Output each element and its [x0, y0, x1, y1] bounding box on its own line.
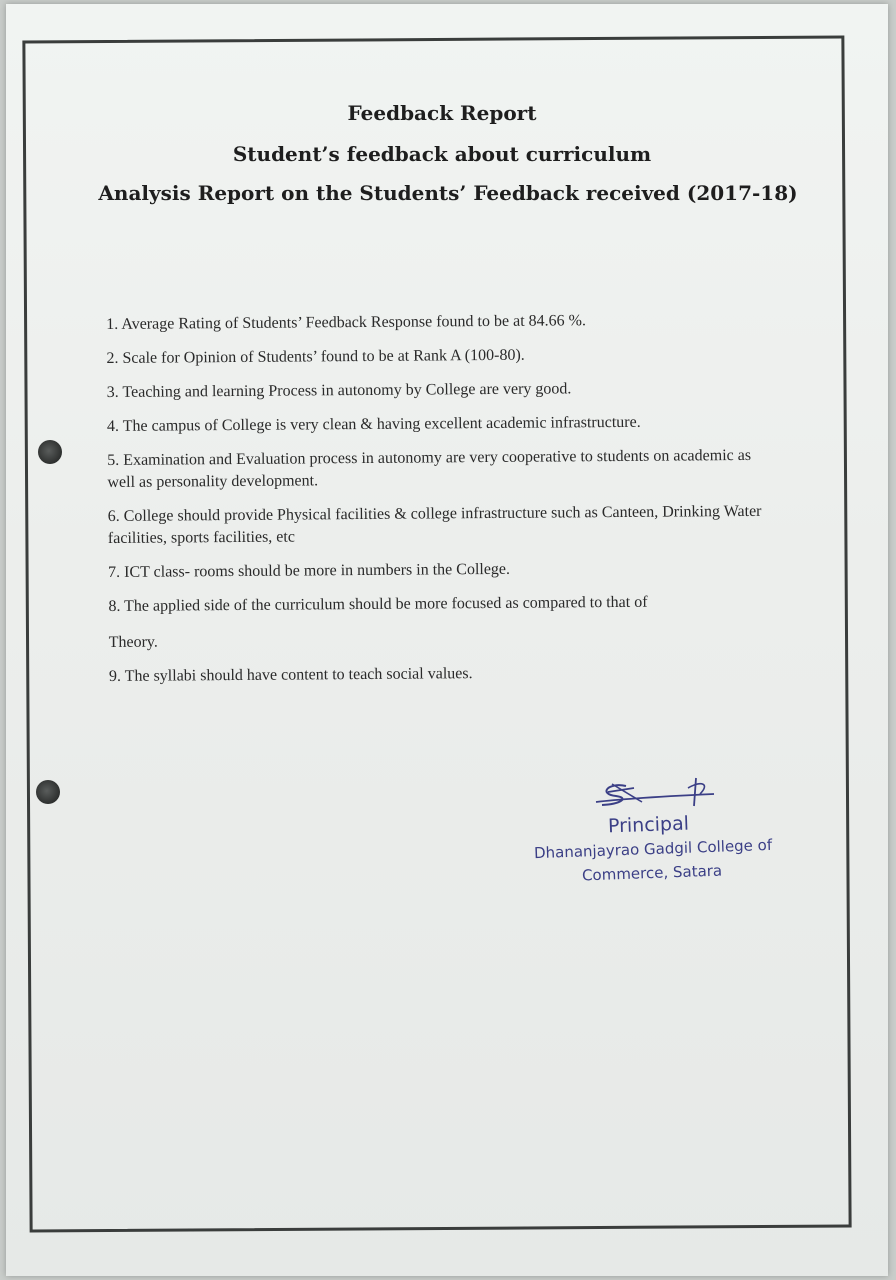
list-item: 8. The applied side of the curriculum should be more focused as compared to that of [108, 593, 648, 615]
stamp-title: Principal [607, 812, 690, 838]
stamp-location: Commerce, Satara [581, 861, 723, 885]
signature-block [520, 772, 820, 892]
list-item: 5. Examination and Evaluation process in autonomy are very cooperative to students on academic as well as personality development. [107, 446, 752, 491]
punch-hole-top [38, 440, 62, 464]
list-item: 7. ICT class- rooms should be more in numbers in the College. [108, 560, 511, 581]
document-subtitle: Student’s feedback about curriculum [232, 142, 652, 166]
punch-hole-bottom [36, 780, 60, 804]
list-item: Theory. [108, 633, 158, 651]
stamp-college-name: Dhananjayrao Gadgil College of [533, 835, 773, 863]
list-item: 3. Teaching and learning Process in autonomy by College are very good. [106, 380, 572, 401]
document-title: Feedback Report [347, 101, 537, 125]
list-item: 6. College should provide Physical facilities & college infrastructure such as Canteen, Drinking Water facilities, sports facilities, etc [107, 502, 762, 547]
list-item: 9. The syllabi should have content to teach social values. [108, 665, 473, 685]
list-item: 2. Scale for Opinion of Students’ found to be at Rank A (100-80). [106, 346, 525, 367]
list-item: 1. Average Rating of Students’ Feedback Response found to be at 84.66 %. [106, 312, 586, 333]
document-heading: Analysis Report on the Students’ Feedback received (2017-18) [98, 181, 798, 205]
list-item: 4. The campus of College is very clean & having excellent academic infrastructure. [106, 413, 641, 435]
